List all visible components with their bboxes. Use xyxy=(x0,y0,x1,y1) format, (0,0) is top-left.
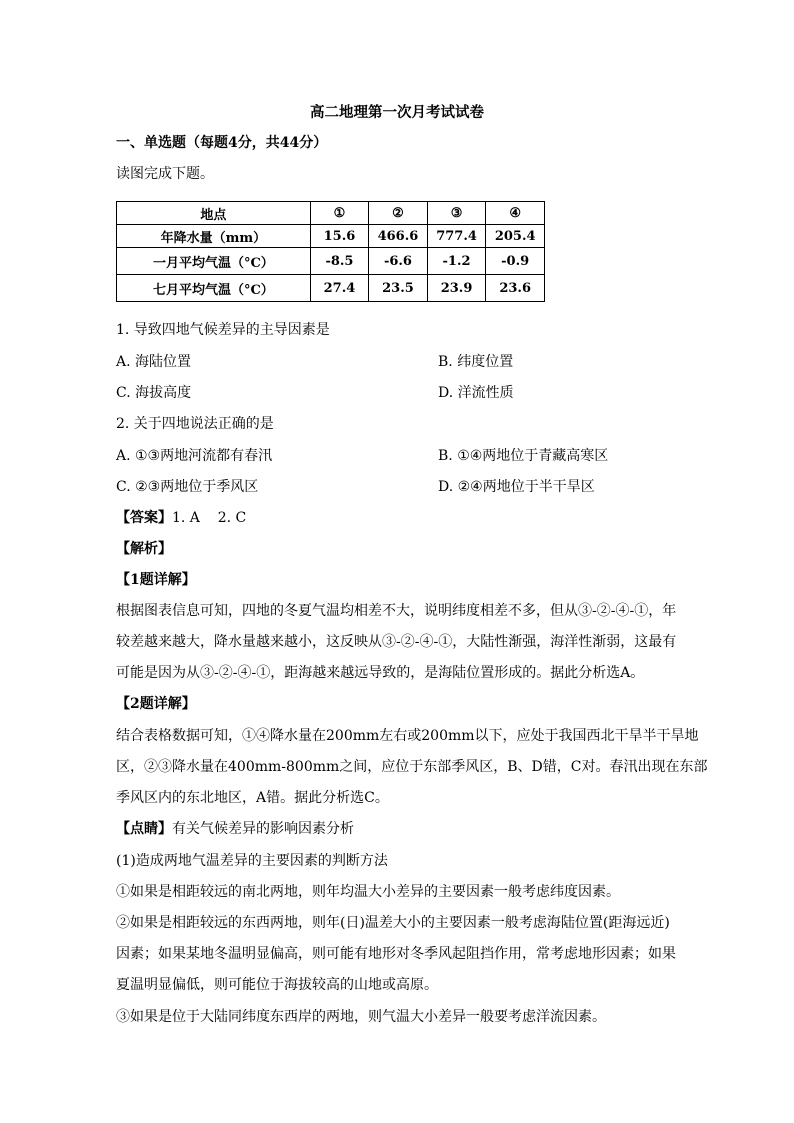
instruction-text: 读图完成下题。 xyxy=(116,166,214,182)
row-label: 年降水量（mm） xyxy=(117,225,311,248)
page-title: 高二地理第一次月考试试卷 xyxy=(310,104,484,121)
tip-detail-line: (1)造成两地气温差异的主要因素的判断方法 xyxy=(116,853,388,869)
table-cell: 23.6 xyxy=(486,275,545,302)
section-heading: 一、单选题（每题4分，共44分） xyxy=(116,135,328,151)
table-row xyxy=(117,225,545,248)
table-header-cell: ① xyxy=(310,202,368,225)
row-label: 一月平均气温（°C） xyxy=(117,248,311,275)
table-cell: 23.9 xyxy=(427,275,486,302)
analysis-label: 【解析】 xyxy=(116,541,172,557)
question-1-stem: 1. 导致四地气候差异的主导因素是 xyxy=(116,322,330,338)
answer-label: 【答案】 xyxy=(116,510,172,526)
table-cell: 466.6 xyxy=(369,225,428,248)
tip-detail-line: 因素；如果某地冬温明显偏高，则可能有地形对冬季风起阻挡作用，常考虑地形因素；如果 xyxy=(116,946,676,962)
row-label: 七月平均气温（°C） xyxy=(117,275,311,302)
question-2-stem: 2. 关于四地说法正确的是 xyxy=(116,416,274,432)
question-2-option-c: C. ②③两地位于季风区 xyxy=(116,479,259,495)
tip-detail-line: 夏温明显偏低，则可能位于海拔较高的山地或高原。 xyxy=(116,977,438,993)
answer-line xyxy=(116,509,246,527)
table-row xyxy=(117,275,545,302)
detail-2-line: 结合表格数据可知，①④降水量在200mm左右或200mm以下，应处于我国西北干旱半干旱地 xyxy=(116,728,699,744)
table-header-row xyxy=(117,202,545,225)
detail-2-line: 季风区内的东北地区，A错。据此分析选C。 xyxy=(116,790,389,806)
table-header-cell: ③ xyxy=(427,202,486,225)
table-row xyxy=(117,248,545,275)
table-header-cell: ④ xyxy=(486,202,545,225)
table-cell: 15.6 xyxy=(310,225,368,248)
question-1-option-c: C. 海拔高度 xyxy=(116,385,192,401)
question-1-option-b: B. 纬度位置 xyxy=(438,354,514,370)
table-cell: 23.5 xyxy=(369,275,428,302)
tip-line xyxy=(116,820,354,838)
detail-1-line: 根据图表信息可知，四地的冬夏气温均相差不大，说明纬度相差不多，但从③-②-④-①，年 xyxy=(116,603,677,619)
table-header-cell: ② xyxy=(369,202,428,225)
table-cell: -8.5 xyxy=(310,248,368,275)
tip-detail-line: ③如果是位于大陆同纬度东西岸的两地，则气温大小差异一般要考虑洋流因素。 xyxy=(116,1009,606,1025)
climate-data-table xyxy=(116,201,545,302)
question-2-option-d: D. ②④两地位于半干旱区 xyxy=(438,479,595,495)
table-cell: -6.6 xyxy=(369,248,428,275)
tip-detail-line: ①如果是相距较远的南北两地，则年均温大小差异的主要因素一般考虑纬度因素。 xyxy=(116,884,620,900)
detail-1-line: 较差越来越大，降水量越来越小，这反映从③-②-④-①，大陆性渐强，海洋性渐弱，这最有 xyxy=(116,634,677,650)
table-cell: 205.4 xyxy=(486,225,545,248)
detail-1-label: 【1题详解】 xyxy=(116,572,196,588)
tip-detail-line: ②如果是相距较远的东西两地，则年(日)温差大小的主要因素一般考虑海陆位置(距海远近) xyxy=(116,915,670,931)
question-1-option-d: D. 洋流性质 xyxy=(438,385,514,401)
question-2-option-b: B. ①④两地位于青藏高寒区 xyxy=(438,448,609,464)
detail-2-label: 【2题详解】 xyxy=(116,696,196,712)
detail-1-line: 可能是因为从③-②-④-①，距海越来越远导致的，是海陆位置形成的。据此分析选A。 xyxy=(116,665,645,681)
table-cell: 27.4 xyxy=(310,275,368,302)
detail-2-line: 区，②③降水量在400mm-800mm之间，应位于东部季风区，B、D错，C对。春汛出现在东部 xyxy=(116,759,708,775)
answer-text: 1. A 2. C xyxy=(172,510,247,526)
table-cell: -0.9 xyxy=(486,248,545,275)
tip-label: 【点睛】 xyxy=(116,821,172,837)
table-cell: 777.4 xyxy=(427,225,486,248)
question-2-option-a: A. ①③两地河流都有春汛 xyxy=(116,448,273,464)
tip-text: 有关气候差异的影响因素分析 xyxy=(172,821,354,837)
table-cell: -1.2 xyxy=(427,248,486,275)
question-1-option-a: A. 海陆位置 xyxy=(116,354,192,370)
table-header-cell: 地点 xyxy=(117,202,311,225)
